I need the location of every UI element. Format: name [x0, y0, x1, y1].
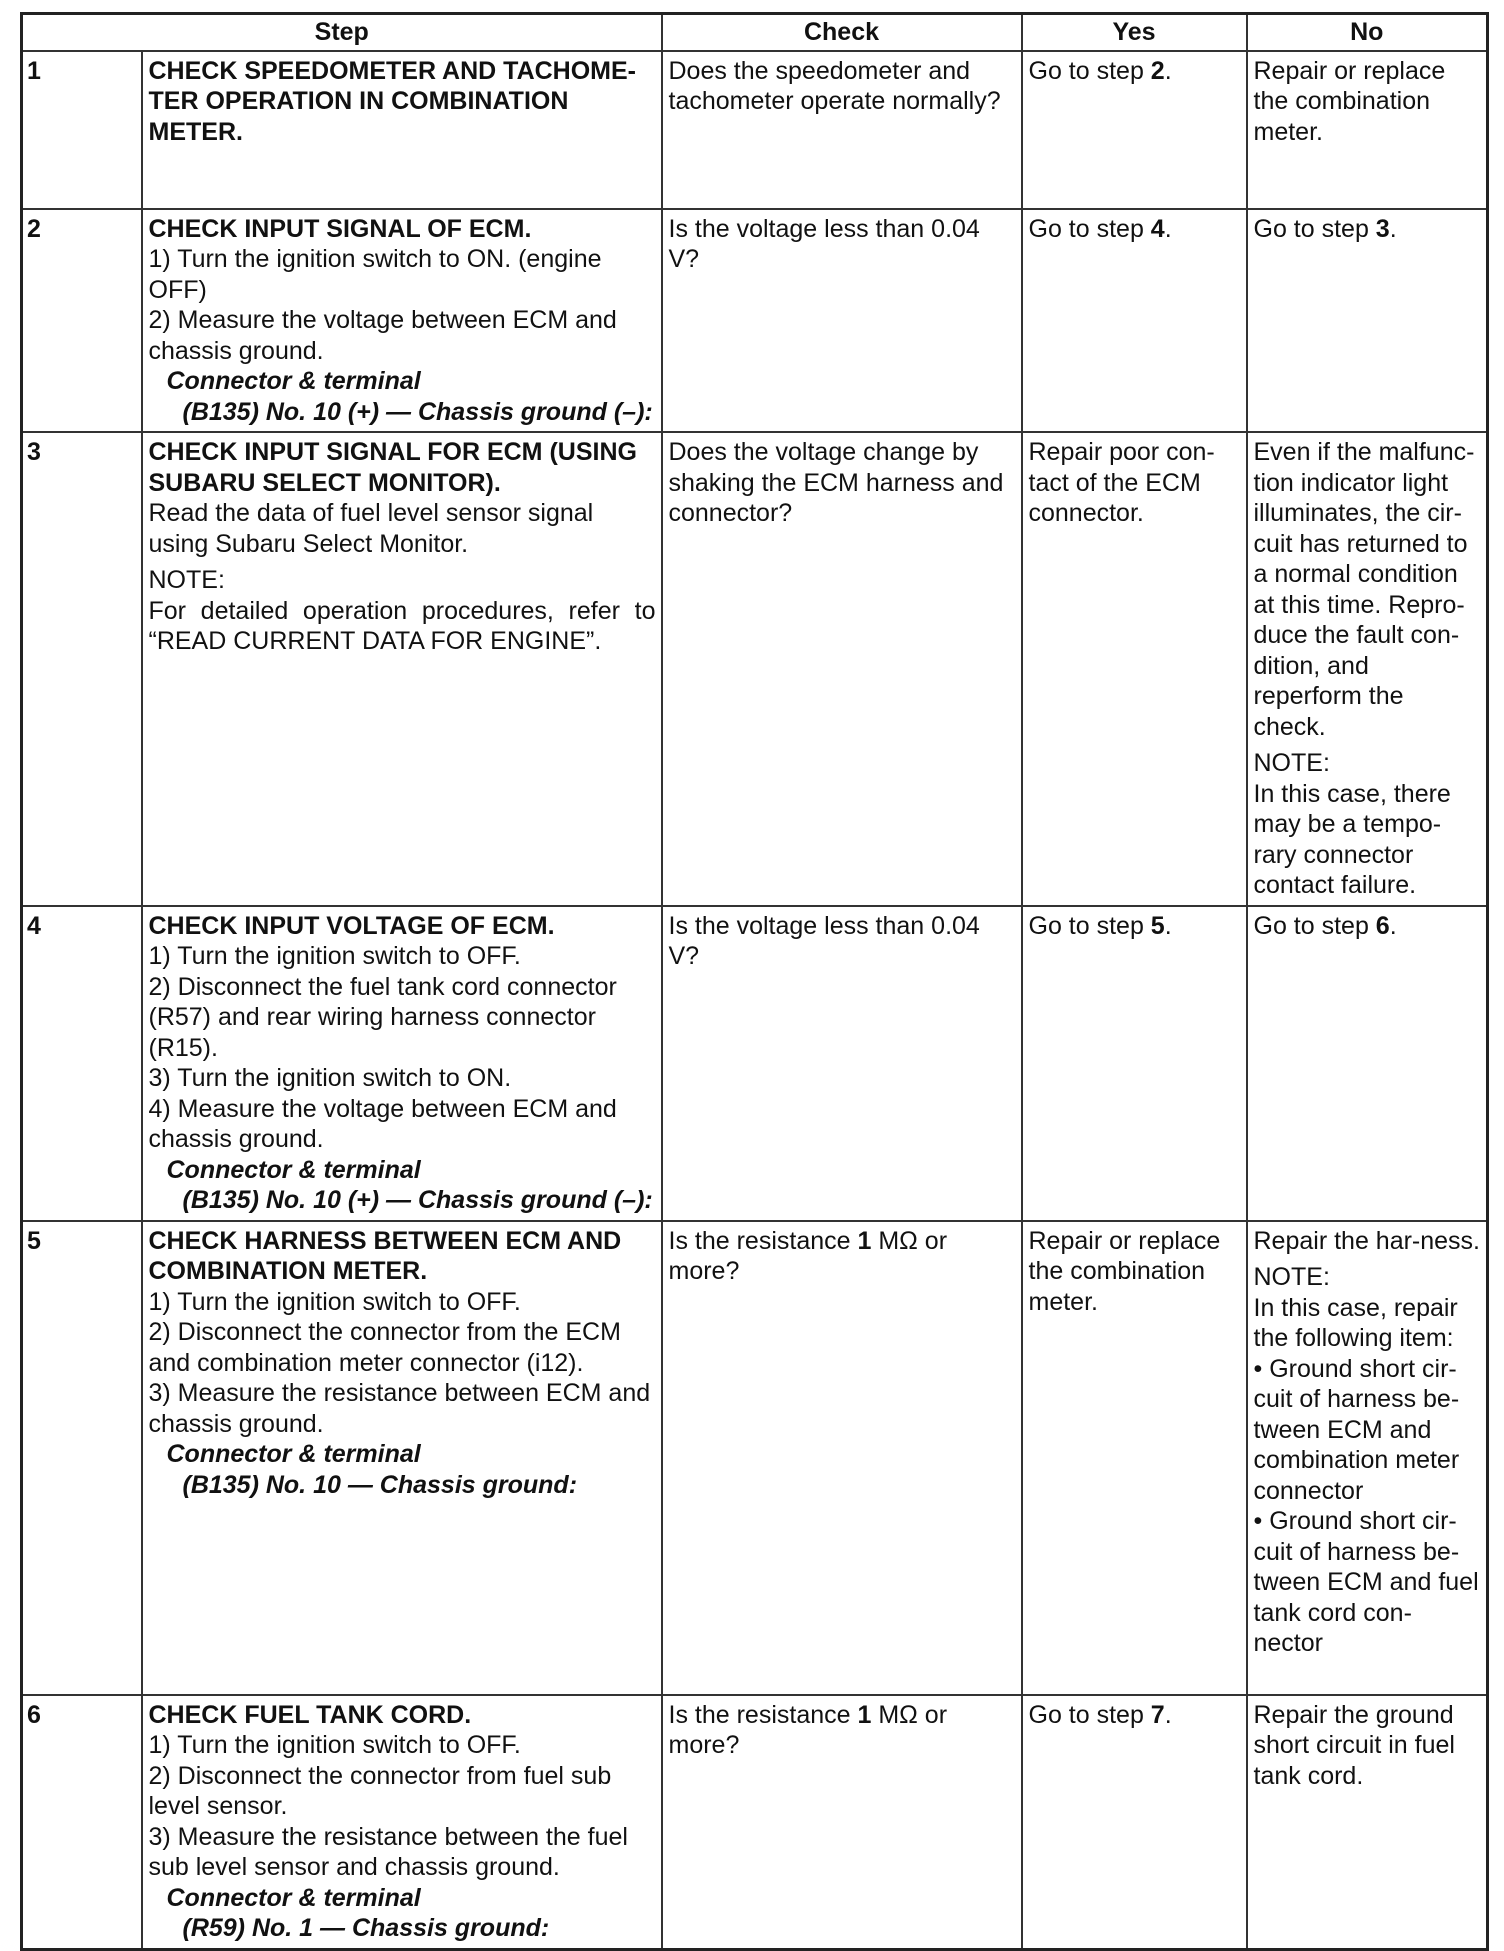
no-suffix: .: [1389, 214, 1397, 243]
yes-cell: Repair or replace the combination meter.: [1022, 1221, 1247, 1695]
step-cell: [142, 1695, 662, 1950]
step-cell: [142, 1221, 662, 1695]
procedure-item: 2) Disconnect the connector from the ECM and combination meter connector (i12).: [148, 1318, 621, 1377]
no-text: Repair the har-ness.: [1253, 1226, 1481, 1255]
resistance-value: 1: [857, 1226, 872, 1255]
step-number: 5: [22, 1221, 142, 1695]
step-title: CHECK FUEL TANK CORD.: [148, 1700, 472, 1729]
step-number: 2: [22, 209, 142, 433]
procedure-item: 1) Turn the ignition switch to OFF.: [148, 1731, 521, 1759]
goto-step-link[interactable]: 5: [1150, 911, 1165, 940]
check-cell: [662, 1695, 1022, 1950]
goto-step-link[interactable]: 6: [1375, 911, 1390, 940]
no-cell: Repair the ground short circuit in fuel tank cord.: [1247, 1695, 1488, 1950]
goto-step-link[interactable]: 7: [1150, 1700, 1165, 1729]
procedure-text: Read the data of fuel level sensor signal using Subaru Select Monitor.: [148, 499, 594, 558]
procedure-item: 2) Measure the voltage between ECM and chassis ground.: [148, 306, 617, 365]
step-title: CHECK SPEEDOMETER AND TACHOME-TER OPERATION IN COMBINATION METER.: [148, 56, 637, 146]
note-text: “READ CURRENT DATA FOR ENGINE”.: [148, 627, 602, 655]
bullet-item: • Ground short cir-cuit of harness be-tween ECM and fuel tank cord con-nector: [1253, 1507, 1479, 1657]
table-row: [22, 1695, 1488, 1950]
procedure-item: 3) Measure the resistance between ECM and chassis ground.: [148, 1379, 651, 1438]
note-label: NOTE:: [148, 566, 225, 594]
procedure-item: 2) Disconnect the connector from fuel sub level sensor.: [148, 1761, 612, 1820]
check-text: Is the resistance: [668, 1700, 858, 1729]
procedure-item: 3) Turn the ignition switch to ON.: [148, 1064, 512, 1092]
yes-cell: [1022, 209, 1247, 433]
check-suffix: MΩ or more?: [668, 1700, 948, 1759]
yes-text: Go to step: [1028, 214, 1151, 243]
yes-suffix: .: [1164, 1700, 1172, 1729]
yes-cell: [1022, 51, 1247, 209]
procedure-item: 3) Measure the resistance between the fuel sub level sensor and chassis ground.: [148, 1822, 628, 1881]
no-cell: [1247, 1221, 1488, 1695]
note-text: For detailed operation procedures, refer to: [148, 596, 656, 625]
yes-text: Go to step: [1028, 911, 1151, 940]
yes-suffix: .: [1164, 56, 1172, 85]
step-number: 1: [22, 51, 142, 209]
check-cell: [662, 1221, 1022, 1695]
no-cell: [1247, 906, 1488, 1221]
yes-cell: [1022, 906, 1247, 1221]
bullet-item: • Ground short cir-cuit of harness be-tween ECM and combination meter connector: [1253, 1354, 1460, 1505]
terminal-spec: (B135) No. 10 (+) — Chassis ground (–):: [182, 397, 653, 426]
yes-suffix: .: [1164, 214, 1172, 243]
terminal-spec: (B135) No. 10 — Chassis ground:: [182, 1470, 578, 1499]
no-text: Go to step: [1253, 214, 1376, 243]
check-cell: Is the voltage less than 0.04 V?: [662, 209, 1022, 433]
step-title: CHECK INPUT SIGNAL FOR ECM (USING SUBARU SELECT MONITOR).: [148, 438, 637, 497]
procedure-item: 1) Turn the ignition switch to ON. (engine OFF): [148, 245, 602, 304]
terminal-spec: (B135) No. 10 (+) — Chassis ground (–):: [182, 1186, 653, 1214]
terminal-spec: (R59) No. 1 — Chassis ground:: [182, 1914, 550, 1942]
check-cell: Is the voltage less than 0.04 V?: [662, 906, 1022, 1221]
table-header-row: [22, 14, 1488, 51]
no-cell: Repair or replace the combination meter.: [1247, 51, 1488, 209]
header-step: Step: [22, 14, 662, 51]
note-label: NOTE:: [1253, 1263, 1330, 1291]
connector-label: Connector & terminal: [166, 367, 421, 395]
table-row: [22, 1221, 1488, 1695]
header-check: Check: [662, 14, 1022, 51]
step-cell: [142, 51, 662, 209]
yes-suffix: .: [1164, 911, 1172, 940]
no-cell: [1247, 209, 1488, 433]
yes-cell: [1022, 1695, 1247, 1950]
step-cell: [142, 432, 662, 906]
yes-text: Go to step: [1028, 1700, 1151, 1729]
note-text: In this case, there may be a tempo-rary connector contact failure.: [1253, 779, 1451, 899]
goto-step-link[interactable]: 4: [1150, 214, 1165, 243]
no-text: Even if the malfunc-tion indicator light illuminates, the cir-cuit has returned to a normal condition at this time. Repro-duce the fault con-dition, and reperform the check.: [1253, 438, 1475, 741]
procedure-item: 2) Disconnect the fuel tank cord connector (R57) and rear wiring harness connector (R15).: [148, 972, 617, 1062]
procedure-item: 1) Turn the ignition switch to OFF.: [148, 942, 521, 970]
note-label: NOTE:: [1253, 749, 1330, 777]
connector-label: Connector & terminal: [166, 1155, 421, 1184]
step-title: CHECK INPUT VOLTAGE OF ECM.: [148, 911, 555, 940]
connector-label: Connector & terminal: [166, 1440, 421, 1468]
yes-text: Go to step: [1028, 56, 1151, 85]
check-text: Is the resistance: [668, 1226, 858, 1255]
step-title: CHECK HARNESS BETWEEN ECM AND COMBINATION METER.: [148, 1226, 622, 1285]
goto-step-link[interactable]: 2: [1150, 56, 1165, 85]
no-text: Go to step: [1253, 911, 1376, 940]
step-cell: [142, 906, 662, 1221]
yes-cell: Repair poor con-tact of the ECM connector.: [1022, 432, 1247, 906]
connector-label: Connector & terminal: [166, 1883, 421, 1912]
goto-step-link[interactable]: 3: [1375, 214, 1390, 243]
procedure-item: 1) Turn the ignition switch to OFF.: [148, 1287, 521, 1316]
resistance-value: 1: [857, 1700, 872, 1729]
step-title: CHECK INPUT SIGNAL OF ECM.: [148, 214, 532, 243]
diagnostic-table: [20, 12, 1489, 1951]
header-no: No: [1247, 14, 1488, 51]
header-yes: Yes: [1022, 14, 1247, 51]
table-row: [22, 51, 1488, 209]
note-text: In this case, repair the following item:: [1253, 1293, 1458, 1352]
check-cell: Does the speedometer and tachometer operate normally?: [662, 51, 1022, 209]
diagnostic-procedure-page: [20, 12, 1486, 1942]
step-number: 4: [22, 906, 142, 1221]
table-row: [22, 209, 1488, 433]
no-cell: [1247, 432, 1488, 906]
check-suffix: MΩ or more?: [668, 1226, 948, 1285]
check-cell: Does the voltage change by shaking the ECM harness and connector?: [662, 432, 1022, 906]
step-cell: [142, 209, 662, 433]
step-number: 3: [22, 432, 142, 906]
procedure-item: 4) Measure the voltage between ECM and chassis ground.: [148, 1094, 617, 1153]
table-row: [22, 432, 1488, 906]
step-number: 6: [22, 1695, 142, 1950]
no-suffix: .: [1389, 911, 1397, 940]
table-row: [22, 906, 1488, 1221]
